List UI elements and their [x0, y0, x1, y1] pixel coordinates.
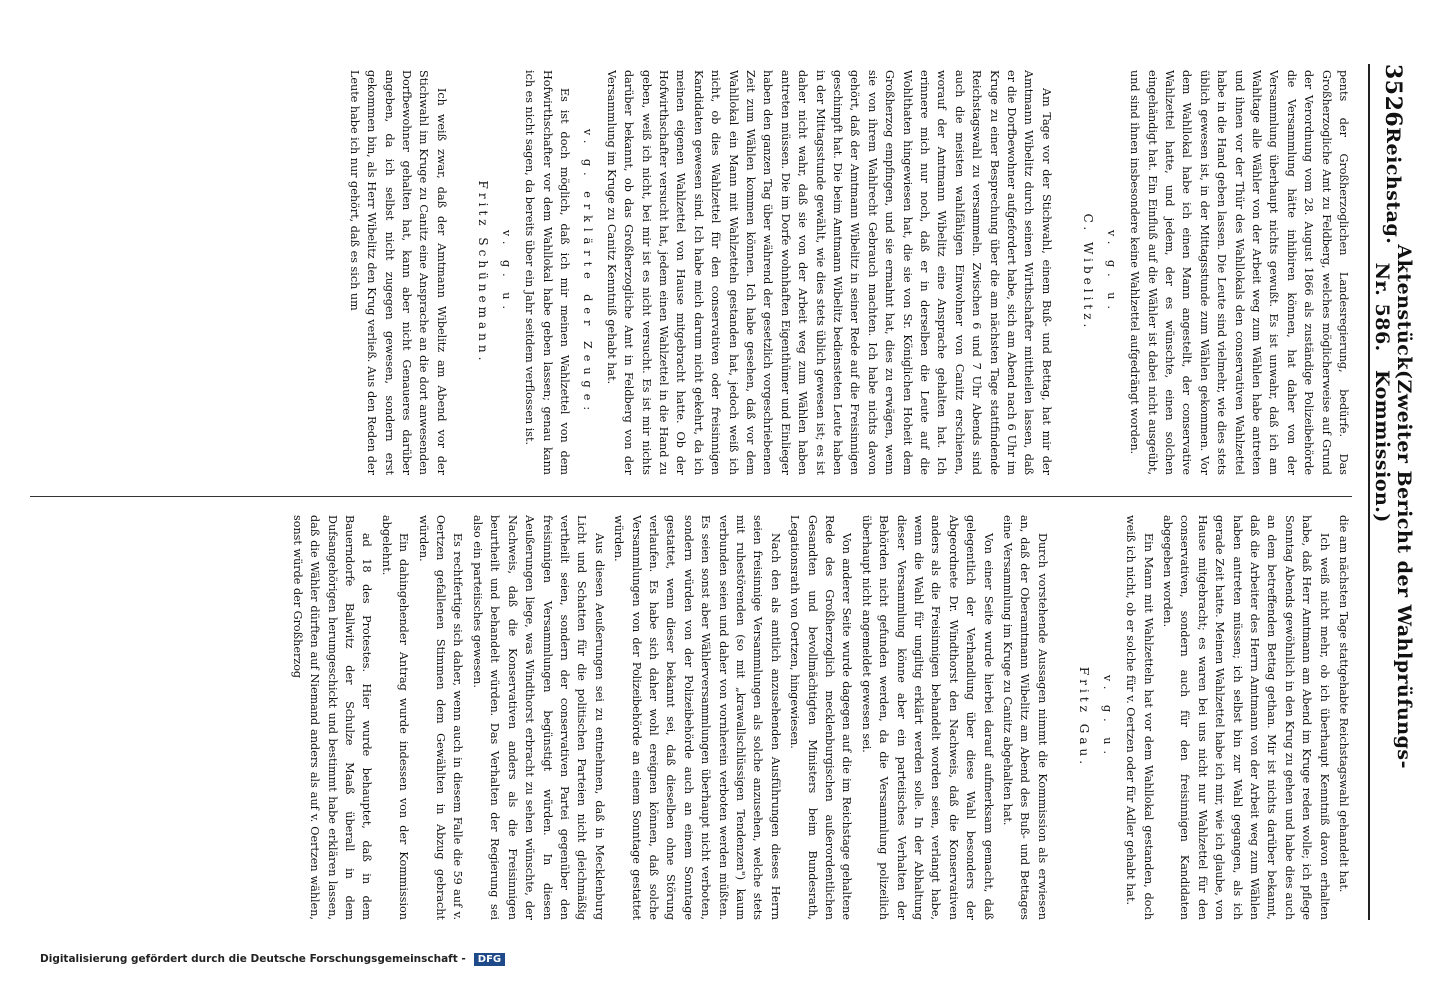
paragraph: die am nächsten Tage stattgehabte Reichstagswahl gehandelt hat. — [1337, 515, 1350, 893]
page-header — [1368, 64, 1416, 920]
protocol-closing: v. g. erklärte der Zeuge: — [581, 128, 595, 417]
paragraph: ad 18 des Protestes. Hier wurde behauptet, daß in dem Bauerndorfe Ballwitz der Schulze Maaß überall in dem Dufsangehörigen herumgeschickt und bestimmt habe erklären lassen, daß die Wähler dürften auf Niemand anders als auf v. Oertzen wählen, sonst würde der Großherzog — [290, 515, 374, 920]
protocol-closing: v. g. u. — [499, 229, 513, 316]
side-margin — [22, 938, 1352, 978]
witness-signature: C. Wibelitz. — [1081, 213, 1096, 332]
paragraph: Ich weiß zwar, daß der Amtmann Wibelitz am Abend vor der Stichwahl im Kruge zu Canitz eine Ansprache an die dort anwesenden Dorfbewohner gehalten hat, kann aber nicht Genaueres darüber angeben, da ich selbst nicht zugegen gewesen, sondern erst gekommen bin, als Herr Wibelitz den Krug verließ. Aus den Reden der Leute habe ich nur gehört, daß es sich um — [347, 70, 448, 475]
paragraph: Es ist doch möglich, daß ich mir meinen Wahlzettel von dem Hofwirthschafter vor dem Wahllokal habe geben lassen; genau kann ich es nicht sagen, da bereits über ein Jahr seitdem verflossen ist. — [523, 70, 571, 475]
witness-signature: Fritz Schünemann. — [476, 180, 491, 365]
paragraph: Von einer Seite wurde hierbei darauf aufmerksam gemacht, daß gelegentlich der Verhandlung über diese Wahl besonders der Abgeordnete Dr. Windthorst den Nachweis, daß die Konservativen anders als die Freisinnigen behandelt worden seien, verlangt habe, wenn die Wahl für ungiltig erklärt werden solle. In der Abhaltung dieser Versammlung könne aber ein parteiisches Verhalten der Behörden nicht gefunden werden, da die Versammlung polizeilich überhaupt nicht angemeldet gewesen sei. — [859, 515, 995, 920]
paragraph: Durch vorstehende Aussagen nimmt die Kommission als erwiesen an, daß der Oberamtmann Wibelitz am Abend des Buß- und Bettages eine Versammlung im Kruge zu Canitz abgehalten hat. — [1001, 515, 1049, 920]
page-number: 3526 — [1380, 64, 1406, 128]
paragraph: Ein dahingehender Antrag wurde indessen von der Kommission abgelehnt. — [379, 515, 411, 920]
protocol-closing: v. g. u. — [1104, 229, 1118, 316]
paragraph: Am Tage vor der Stichwahl, einem Buß- und Bettag, hat mir der Amtmann Wibelitz durch seinen Wirthschafter mittheilen lassen, daß er die Dorfbewohner aufgefordert habe, sich am Abend nach 6 Uhr im Kruge zu einer Besprechung über die am nächsten Tage stattfindende Reichstagswahl zu versammeln. Zwischen 6 und 7 Uhr Abends sind auch die meisten wahlfähigen Einwohner von Canitz erschienen, worauf der Amtmann Wibelitz eine Ansprache gehalten hat. Ich erinnere mich nur noch, daß er in derselben die Leute auf die Wohlthaten hingewiesen hat, die sie von Sr. Königlichen Hoheit dem Großherzog empfingen, und sie ermahnt hat, dies zu erwägen, wenn sie von ihrem Wahlrecht Gebrauch machten. Ich habe nichts davon gehört, daß der Amtmann Wibelitz in seiner Rede auf die Freisinnigen geschimpft hat. Die beim Amtmann Wibelitz bediensteten Leute haben in der Mittagsstunde gewählt, wie dies stets üblich gewesen ist; es ist daher nicht wahr, daß sie von der Arbeit weg zum Wählen haben antreten müssen. Die im Dorfe wohnhaften Eigenthümer und Einlieger haben den ganzen Tag über während der gesetzlich vorgeschriebenen Zeit zum Wählen kommen können. Ich habe gesehen, daß vor dem Wahllokal ein Mann mit Wahlzetteln gestanden hat, jedoch weiß ich nicht, ob dies Wahlzettel für den conservativen oder freisinnigen Kandidaten gewesen sind. Ich habe mich darum nicht gekehrt, da ich meinen eigenen Wahlzettel von Hause mitgebracht hatte. Ob der Hofwirthschafter versucht hat, jedem einen Wahlzettel in die Hand zu geben, weiß ich nicht, bei mir ist es nicht versucht. Es ist mir nichts darüber bekannt, ob das Großherzogliche Amt in Feldberg von der Versammlung im Kruge zu Canitz Kenntniß gehabt hat. — [604, 70, 1053, 475]
paragraph: Nach den als amtlich anzusehenden Ausführungen dieses Herrn seien freisinnige Versammlungen als solche anzusehen, welche stets mit ruhestörenden (so mit „krawallschlüssigen Tendenzen") kaum verbunden seien und daher von vornherein verboten werden müßten. Es seien sonst aber Wählerversammlungen überhaupt nicht verboten, sondern würden von der Polizeibehörde auch an einem Sonntage gestattet, wenn dieser bekannt sei, daß dieselben ohne Störung verlaufen. Es habe sich daher wohl ereignen können, daß solche Versammlungen von der Polizeibehörde an einem Sonntage gestattet würden. — [612, 515, 782, 920]
paragraph: Ich weiß nicht mehr, ob ich überhaupt Kenntniß davon erhalten habe, daß Herr Amtmann am Abend im Kruge reden wolle; ich pflege Sonntag Abends gewöhnlich in den Krug zu gehen und habe dies auch an dem betreffenden Bettag gethan. Mir ist nichts darüber bekannt, daß die Arbeiter des Herrn Amtmann von der Arbeit weg zum Wählen haben antreten müssen; ich selbst bin zur Wahl gegangen, als ich gerade Zeit hatte. Meinen Wahlzettel habe ich mir, wie ich glaube, von Hause mitgebracht; es waren bei uns nicht nur Wahlzettel für den conservativen, sondern auch für den freisinnigen Kandidaten abgegeben worden. — [1160, 515, 1331, 920]
paragraph: Ein Mann mit Wahlzetteln hat vor dem Wahllokal gestanden, doch weiß ich nicht, ob er solche für v. Oertzen oder für Adler gehabt hat. — [1124, 515, 1155, 920]
witness-signature: Fritz Gau. — [1077, 666, 1092, 769]
paragraph-spacer — [450, 70, 464, 475]
dfg-logo: DFG — [474, 953, 505, 966]
paragraph: Es rechtfertige sich daher, wenn auch in diesem Falle die 59 auf v. Oertzen gefallenen Stimmen dem Gewählten in Abzug gebracht würden. — [416, 515, 465, 920]
column-divider — [30, 496, 1352, 497]
digitization-credit — [40, 950, 680, 968]
paragraph-spacer — [1051, 515, 1065, 920]
left-text-column — [24, 70, 1352, 475]
header-right-title: (Zweiter Bericht der Wahlprüfungs-Kommission.) — [1371, 370, 1415, 769]
right-text-column — [24, 515, 1352, 920]
paragraph-spacer — [1055, 70, 1069, 475]
header-document-number: Aktenstück Nr. 586. — [1371, 244, 1415, 371]
credit-text: Digitalisierung gefördert durch die Deutsche Forschungsgemeinschaft - — [40, 953, 466, 965]
paragraph: Aus diesen Aeußerungen sei zu entnehmen, daß in Mecklenburg Licht und Schatten für die politischen Parteien nicht gleichmäßig vertheilt seien, sondern der conservativen Partei gegenüber den freisinnigen Versammlungen begünstigt würden. In diesen Aeußerungen liege, was Windthorst erbracht zu sehen wünschte, der Nachweis, daß die Konservativen anders als die Freisinnigen beurtheilt und behandelt würden. Das Verhalten der Regierung sei also ein parteiisches gewesen. — [470, 515, 606, 920]
paragraph: pents der Großherzoglichen Landesregierung, bedürfe. Das Großherzogliche Amt zu Feldberg, welches möglicherweise auf Grund der Verordnung vom 28. August 1866 als zuständige Polizeibehörde die Versammlung hätte inhibiren können, hat daher von der Versammlung überhaupt nichts gewußt. Es ist unwahr, daß ich am Wahltage alle Wähler von der Arbeit weg zum Wählen habe antreten und ihnen vor der Thür des Wahllokals den conservativen Wahlzettel habe in die Hand geben lassen. Die Leute sind vielmehr, wie dies stets üblich gewesen ist, in der Mittagsstunde zum Wählen gekommen. Vor dem Wahllokal habe ich einen Mann angestellt, der conservative Wahlzettel hatte, und jedem, der es wünschte, einen solchen eingehändigt hat. Ein Einfluß auf die Wähler ist dabei nicht ausgeübt, und sind ihnen insbesondere keine Wahlzettel aufgedrängt worden. — [1128, 70, 1350, 475]
header-left-title: Reichstag. — [1382, 127, 1404, 245]
protocol-closing: v. g. u. — [1100, 674, 1114, 761]
paragraph: Von anderer Seite wurde dagegen auf die im Reichstage gehaltene Rede des Großherzoglich mecklenburgischen außerordentlichen Gesandten und bevollmächtigten Ministers beim Bundesrath, Legationsrath von Oertzen, hingewiesen. — [788, 515, 854, 920]
